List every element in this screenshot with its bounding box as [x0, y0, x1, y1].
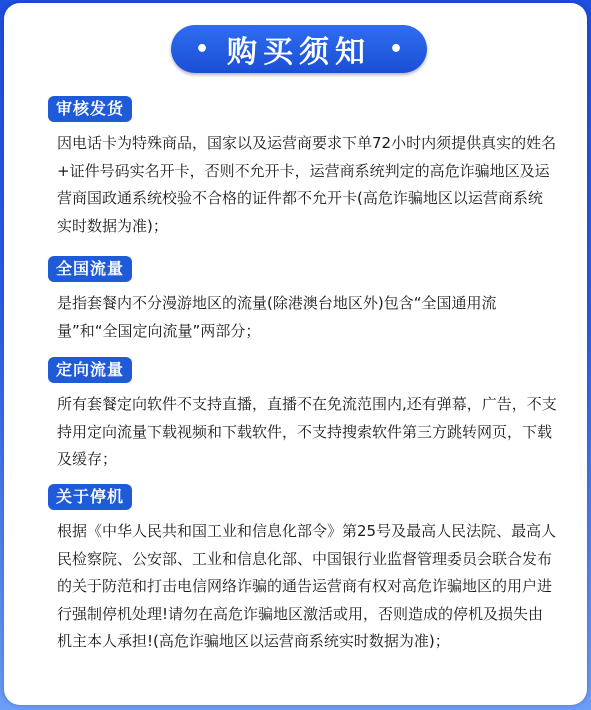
section-tag-directional-data: 定向流量: [48, 357, 132, 383]
section-tag-review-shipping: 审核发货: [48, 96, 132, 122]
title-dot-left: •: [194, 36, 209, 62]
title-dot-right: •: [389, 36, 404, 62]
section-tag-suspension: 关于停机: [48, 484, 132, 510]
section-text-review-shipping: 因电话卡为特殊商品，国家以及运营商要求下单72小时内须提供真实的姓名+证件号码实名开卡，否则不允开卡，运营商系统判定的高危诈骗地区及运营商国政通系统校验不合格的证件都不允开卡(高危诈骗地区以运营商系统实时数据为准)；: [57, 134, 557, 235]
section-tag-national-data: 全国流量: [48, 256, 132, 282]
page-title: 购买须知: [227, 35, 371, 70]
section-text-suspension: 根据《中华人民共和国工业和信息化部令》第25号及最高人民法院、最高人民检察院、公安部、工业和信息化部、中国银行业监督管理委员会联合发布的关于防范和打击电信网络诈骗的通告运营商有权对高危诈骗地区的用户进行强制停机处理!请勿在高危诈骗地区激活或用，否则造成的停机及损失由机主本人承担!(高危诈骗地区以运营商系统实时数据为准)；: [57, 522, 557, 650]
section-text-directional-data: 所有套餐定向软件不支持直播，直播不在免流范围内,还有弹幕，广告，不支持用定向流量下载视频和下载软件，不支持搜索软件第三方跳转网页，下载及缓存；: [57, 395, 557, 468]
section-text-national-data: 是指套餐内不分漫游地区的流量(除港澳台地区外)包含“全国通用流量”和“全国定向流量”两部分；: [57, 294, 497, 340]
notice-title-banner: [171, 25, 427, 73]
notice-card: [4, 3, 587, 705]
